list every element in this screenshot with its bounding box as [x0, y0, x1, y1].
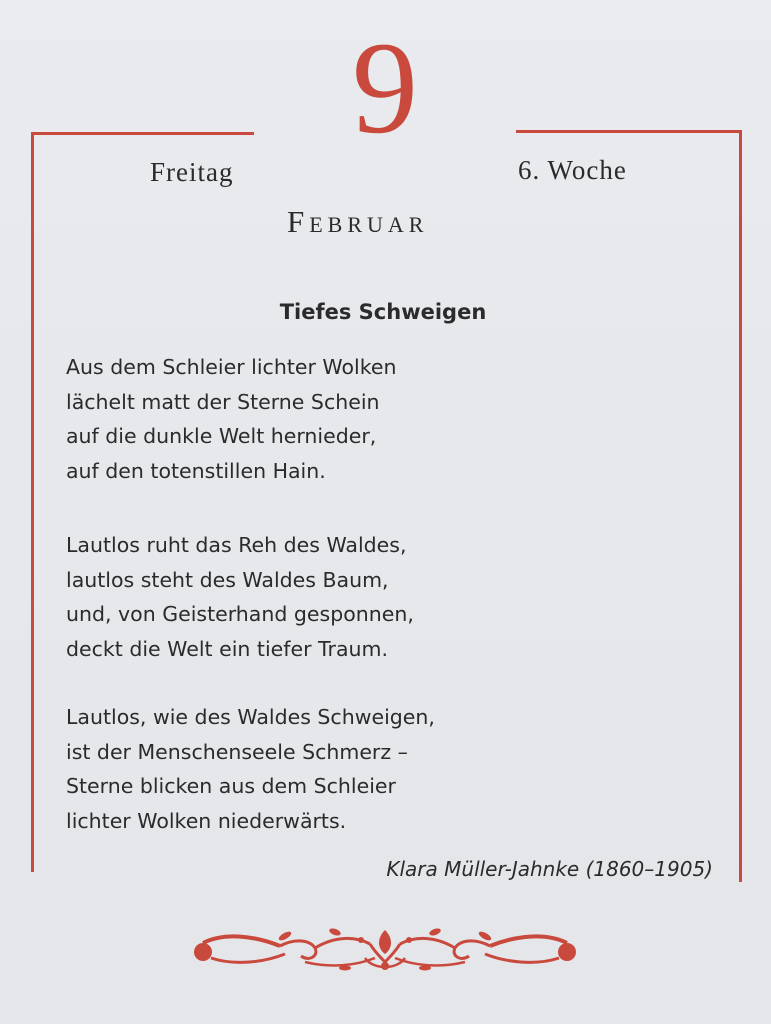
poem-line: Aus dem Schleier lichter Wolken: [66, 355, 397, 379]
poem-line: lautlos steht des Waldes Baum,: [66, 567, 389, 592]
weekday-label: Freitag: [150, 157, 234, 187]
poem-author: Klara Müller-Jahnke (1860–1905): [386, 857, 713, 881]
stanza-1: [66, 350, 396, 488]
poem-line: ist der Menschenseele Schmerz –: [66, 739, 408, 764]
poem-line: auf die dunkle Welt hernieder,: [66, 424, 377, 448]
poem-line: Lautlos ruht das Reh des Waldes,: [66, 533, 407, 557]
day-number: 9: [352, 14, 418, 161]
stanza-2: [66, 528, 414, 666]
week-label: 6. Woche: [518, 155, 627, 185]
stanza-3: [66, 700, 435, 838]
frame-top-right-line: [516, 130, 741, 133]
poem-line: lächelt matt der Sterne Schein: [66, 389, 380, 414]
poem-line: auf den totenstillen Hain.: [66, 458, 326, 483]
poem-line: deckt die Welt ein tiefer Traum.: [66, 636, 389, 661]
frame-left-line: [31, 132, 34, 872]
poem-line: Sterne blicken aus dem Schleier: [66, 774, 396, 798]
poem-title: Tiefes Schweigen: [279, 300, 487, 324]
frame-top-left-line: [31, 132, 254, 135]
frame-right-line: [739, 130, 742, 882]
poem-line: und, von Geisterhand gesponnen,: [66, 602, 414, 626]
month-label: Februar: [287, 204, 429, 239]
floral-ornament-icon: [185, 918, 585, 978]
poem-line: lichter Wolken niederwärts.: [66, 808, 347, 833]
poem-line: Lautlos, wie des Waldes Schweigen,: [66, 705, 435, 729]
